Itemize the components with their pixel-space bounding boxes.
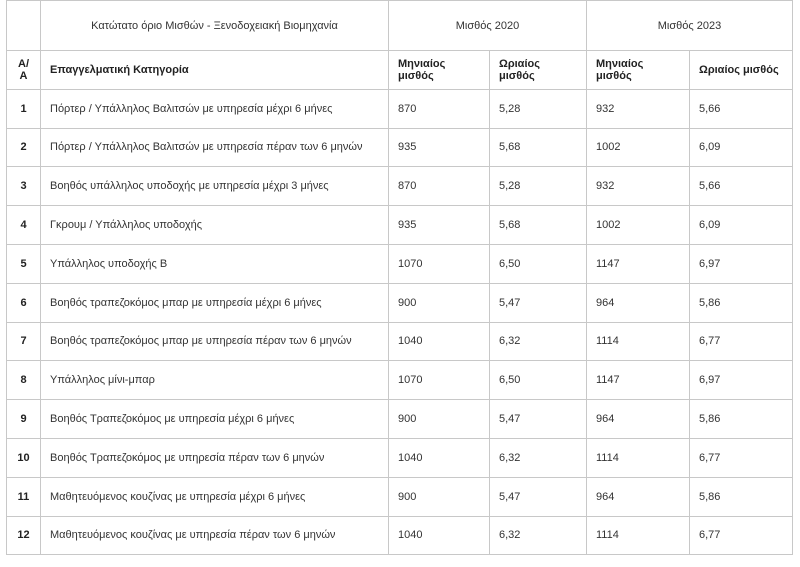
row-number: 11 [7,477,41,516]
hourly-2023-cell: 5,86 [690,477,793,516]
table-row [7,244,793,283]
table-row [7,283,793,322]
hourly-2020-cell: 5,47 [490,477,587,516]
category-cell: Γκρουμ / Υπάλληλος υποδοχής [41,206,389,245]
year-2023-header: Μισθός 2023 [587,1,793,51]
monthly-2020-cell: 900 [389,283,490,322]
category-cell: Υπάλληλος μίνι-μπαρ [41,361,389,400]
hourly-2020-cell: 5,68 [490,128,587,167]
hourly-2023-cell: 6,09 [690,206,793,245]
category-cell: Μαθητευόμενος κουζίνας με υπηρεσία μέχρι 6 μήνες [41,477,389,516]
monthly-2020-cell: 900 [389,400,490,439]
monthly-2023-cell: 964 [587,283,690,322]
category-cell: Βοηθός υπάλληλος υποδοχής με υπηρεσία μέχρι 3 μήνες [41,167,389,206]
empty-corner-cell [7,1,41,51]
monthly-2020-cell: 900 [389,477,490,516]
header-hourly-2020: Ωριαίος μισθός [490,51,587,90]
header-monthly-2023: Μηνιαίος μισθός [587,51,690,90]
monthly-2020-cell: 935 [389,128,490,167]
year-2020-header: Μισθός 2020 [389,1,587,51]
hourly-2023-cell: 5,66 [690,89,793,128]
hourly-2020-cell: 6,32 [490,322,587,361]
hourly-2023-cell: 6,97 [690,244,793,283]
row-number: 4 [7,206,41,245]
row-number: 7 [7,322,41,361]
monthly-2020-cell: 1040 [389,322,490,361]
hourly-2023-cell: 6,97 [690,361,793,400]
row-number: 6 [7,283,41,322]
hourly-2023-cell: 5,86 [690,400,793,439]
row-number: 3 [7,167,41,206]
table-row [7,477,793,516]
monthly-2020-cell: 1070 [389,244,490,283]
monthly-2023-cell: 1114 [587,516,690,555]
row-number: 9 [7,400,41,439]
header-monthly-2020: Μηνιαίος μισθός [389,51,490,90]
monthly-2023-cell: 1147 [587,361,690,400]
hourly-2020-cell: 6,32 [490,516,587,555]
category-cell: Βοηθός Τραπεζοκόμος με υπηρεσία μέχρι 6 μήνες [41,400,389,439]
table-row [7,438,793,477]
hourly-2020-cell: 5,47 [490,283,587,322]
table-row [7,167,793,206]
monthly-2023-cell: 932 [587,167,690,206]
hourly-2023-cell: 5,86 [690,283,793,322]
hourly-2023-cell: 5,66 [690,167,793,206]
hourly-2020-cell: 5,68 [490,206,587,245]
category-cell: Βοηθός τραπεζοκόμος μπαρ με υπηρεσία πέραν των 6 μηνών [41,322,389,361]
table-row [7,206,793,245]
category-cell: Βοηθός Τραπεζοκόμος με υπηρεσία πέραν των 6 μηνών [41,438,389,477]
header-hourly-2023: Ωριαίος μισθός [690,51,793,90]
category-cell: Υπάλληλος υποδοχής Β [41,244,389,283]
category-cell: Πόρτερ / Υπάλληλος Βαλιτσών με υπηρεσία μέχρι 6 μήνες [41,89,389,128]
category-cell: Βοηθός τραπεζοκόμος μπαρ με υπηρεσία μέχρι 6 μήνες [41,283,389,322]
hourly-2020-cell: 6,50 [490,244,587,283]
wage-table [6,0,793,555]
monthly-2023-cell: 1114 [587,322,690,361]
monthly-2023-cell: 1002 [587,128,690,167]
hourly-2020-cell: 6,50 [490,361,587,400]
monthly-2023-cell: 964 [587,477,690,516]
table-row [7,361,793,400]
row-number: 10 [7,438,41,477]
row-number: 5 [7,244,41,283]
hourly-2020-cell: 5,28 [490,167,587,206]
monthly-2020-cell: 1040 [389,438,490,477]
row-number: 8 [7,361,41,400]
monthly-2020-cell: 1070 [389,361,490,400]
hourly-2020-cell: 6,32 [490,438,587,477]
monthly-2020-cell: 935 [389,206,490,245]
monthly-2020-cell: 1040 [389,516,490,555]
table-group-row [7,1,793,51]
category-cell: Μαθητευόμενος κουζίνας με υπηρεσία πέραν των 6 μηνών [41,516,389,555]
monthly-2023-cell: 964 [587,400,690,439]
monthly-2023-cell: 1114 [587,438,690,477]
hourly-2023-cell: 6,09 [690,128,793,167]
table-header-row [7,51,793,90]
group-title: Κατώτατο όριο Μισθών - Ξενοδοχειακή Βιομηχανία [41,1,389,51]
hourly-2023-cell: 6,77 [690,438,793,477]
monthly-2020-cell: 870 [389,167,490,206]
table-row [7,400,793,439]
hourly-2023-cell: 6,77 [690,516,793,555]
hourly-2023-cell: 6,77 [690,322,793,361]
table-row [7,89,793,128]
monthly-2020-cell: 870 [389,89,490,128]
monthly-2023-cell: 1147 [587,244,690,283]
table-row [7,516,793,555]
header-aa: Α/Α [7,51,41,90]
monthly-2023-cell: 932 [587,89,690,128]
monthly-2023-cell: 1002 [587,206,690,245]
row-number: 2 [7,128,41,167]
row-number: 12 [7,516,41,555]
category-cell: Πόρτερ / Υπάλληλος Βαλιτσών με υπηρεσία πέραν των 6 μηνών [41,128,389,167]
table-row [7,322,793,361]
table-row [7,128,793,167]
header-category: Επαγγελματική Κατηγορία [41,51,389,90]
hourly-2020-cell: 5,28 [490,89,587,128]
row-number: 1 [7,89,41,128]
table-body [7,89,793,555]
hourly-2020-cell: 5,47 [490,400,587,439]
